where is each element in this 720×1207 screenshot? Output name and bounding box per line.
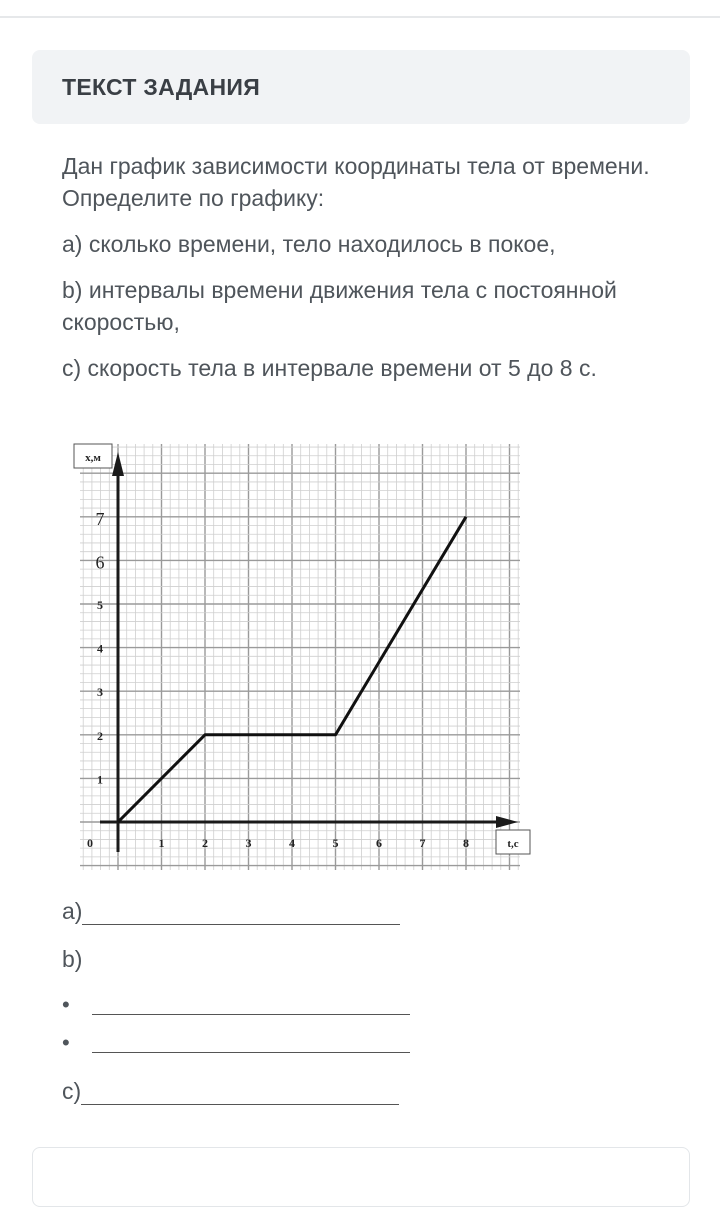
y-tick-label: 2 — [97, 729, 103, 743]
origin-label: 0 — [87, 836, 93, 850]
answer-b-bullet-1 — [62, 992, 422, 1024]
bullet-icon: • — [62, 992, 70, 1018]
y-axis-label: x,м — [85, 452, 101, 464]
top-divider — [0, 16, 720, 18]
answer-b1-field[interactable] — [92, 992, 410, 1015]
answer-b-row — [62, 946, 82, 978]
answer-c-field[interactable] — [81, 1082, 399, 1105]
y-tick-label: 5 — [97, 598, 103, 612]
answer-a-label: a) — [62, 898, 82, 924]
task-item-c: c) скорость тела в интервале времени от 5 до 8 с. — [62, 352, 662, 384]
task-intro: Дан график зависимости координаты тела от времени. Определите по графику: — [62, 150, 662, 214]
task-item-a: a) сколько времени, тело находилось в покое, — [62, 228, 662, 260]
chart-svg — [72, 438, 532, 876]
x-tick-label: 6 — [376, 836, 382, 850]
x-tick-label: 3 — [246, 836, 252, 850]
task-item-b: b) интервалы времени движения тела с постоянной скоростью, — [62, 274, 662, 338]
x-axis-label: t,c — [507, 838, 518, 850]
y-tick-label: 1 — [97, 772, 103, 786]
answer-b-label: b) — [62, 946, 82, 972]
x-tick-label: 8 — [463, 836, 469, 850]
y-tick-label: 4 — [97, 642, 103, 656]
y-tick-label: 3 — [97, 685, 103, 699]
next-card — [32, 1147, 690, 1207]
x-tick-label: 4 — [289, 836, 295, 850]
answer-b2-field[interactable] — [92, 1030, 410, 1053]
answer-a-field[interactable] — [82, 902, 400, 925]
x-tick-label: 5 — [333, 836, 339, 850]
answer-b-bullet-2 — [62, 1030, 422, 1062]
task-header — [32, 50, 690, 124]
answer-c-label: c) — [62, 1078, 81, 1104]
answer-a-row — [62, 898, 400, 930]
bullet-icon: • — [62, 1030, 70, 1056]
y-tick-label: 7 — [96, 509, 105, 529]
task-text — [62, 150, 662, 398]
x-tick-label: 2 — [202, 836, 208, 850]
y-tick-label: 6 — [96, 552, 105, 572]
task-header-title: ТЕКСТ ЗАДАНИЯ — [62, 74, 260, 101]
coordinate-time-chart — [72, 438, 532, 876]
answer-c-row — [62, 1078, 399, 1110]
x-tick-label: 1 — [159, 836, 165, 850]
x-tick-label: 7 — [420, 836, 426, 850]
